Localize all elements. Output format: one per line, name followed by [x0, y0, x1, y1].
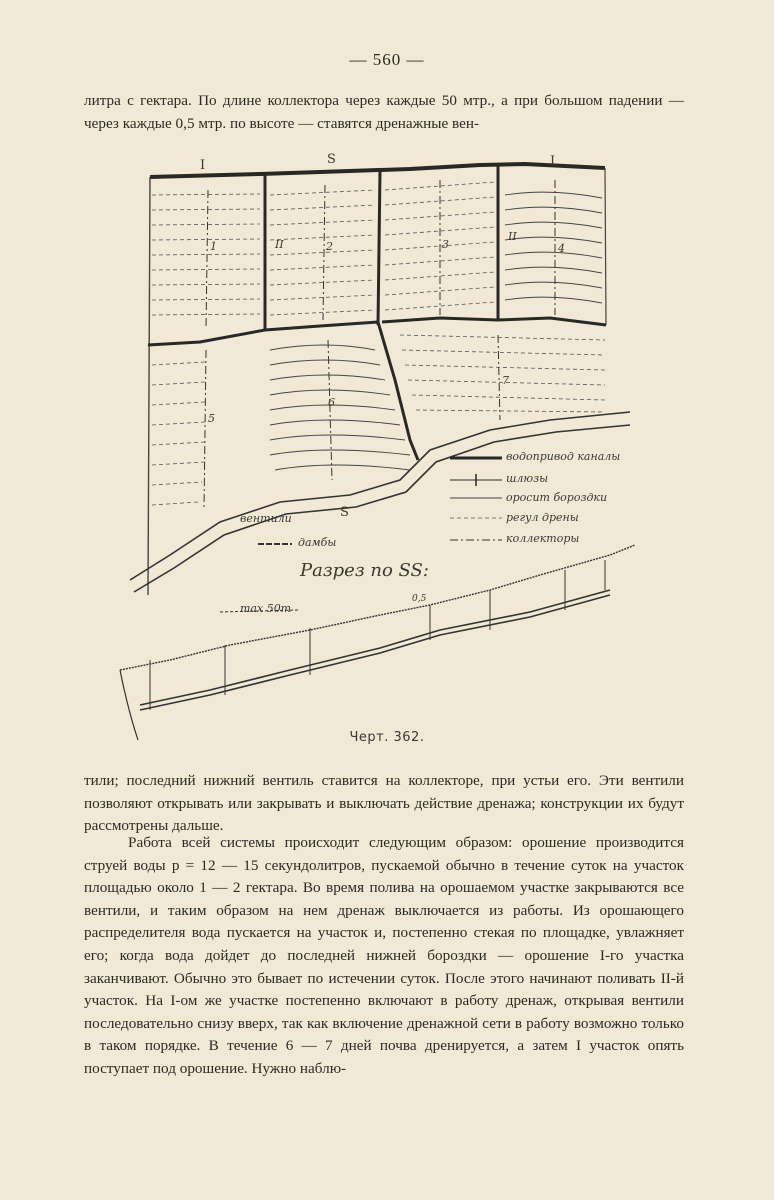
legend-label-furrow: оросит бороздки — [506, 491, 608, 504]
section-line-left-label: I — [200, 158, 206, 173]
figure-caption: Черт. 362. — [349, 730, 425, 745]
legend-label-valve: вентили — [240, 512, 292, 525]
legend-label-collector: коллекторы — [506, 532, 580, 545]
plot-label: 2 — [326, 240, 333, 253]
section-title: Разрез по SS: — [300, 560, 429, 581]
plot-label: 7 — [502, 374, 509, 387]
legend-label-canal: водопривод каналы — [506, 450, 621, 463]
page-number: — 560 — — [349, 50, 425, 69]
section-line-right-label: I — [550, 154, 556, 169]
plot-label: II — [508, 230, 517, 243]
section-mark-bottom: S — [340, 505, 349, 520]
plot-label: 5 — [208, 412, 215, 425]
plot-label: 4 — [558, 242, 565, 255]
max-distance-label: max 50m — [240, 602, 292, 615]
figure-362 — [110, 150, 650, 750]
plot-label: 1 — [210, 240, 217, 253]
paragraph-top: литра с гектара. По длине коллектора через каждые 50 мтр., а при большом падении — через каждые 0,5 мтр. по высоте — ставятся дренажные вен- — [84, 92, 684, 132]
height-label: 0,5 — [412, 594, 427, 604]
plot-label: II — [275, 238, 284, 251]
plot-label: 3 — [442, 238, 449, 251]
paragraph-continuation: тили; последний нижний вентиль ставится на коллекторе, при устьи его. Эти вентили позволяют открывать или закрывать и выключать действие дренажа; конструкции их будут рассмотрены дальше. — [84, 772, 684, 835]
legend-label-sluice: шлюзы — [506, 472, 549, 485]
plot-label: 6 — [328, 396, 335, 409]
legend-label-dam: дамбы — [298, 536, 337, 549]
legend-label-drain: регул дрены — [506, 511, 579, 524]
paragraph-system-operation: Работа всей системы происходит следующим образом: орошение производится струей воды p = 12 — 15 секундолитров, пускаемой обычно в течение суток на участок площадью около 1 — 2 гектара. Во время полива на орошаемом участке закрываются все вентили, и таким образом на нем дренаж выключается из работы. Из орошающего распределителя вода пускается на участок и, постепенно стекая по площадке, увлажняет его; когда вода дойдет до последней нижней бороздки — орошение I-го участка заканчивают. Обычно это бывает по истечении суток. После этого начинают поливать II-й участок. На I-ом же участке постепенно включают в работу дренаж, открывая вентили последовательно снизу вверх, так как включение дренажной сети в работу возможно только в таком порядке. В течение 6 — 7 дней почва дренируется, а затем I участок опять поступает под орошение. Нужно наблю- — [84, 834, 684, 1077]
section-mark-top: S — [327, 152, 336, 167]
